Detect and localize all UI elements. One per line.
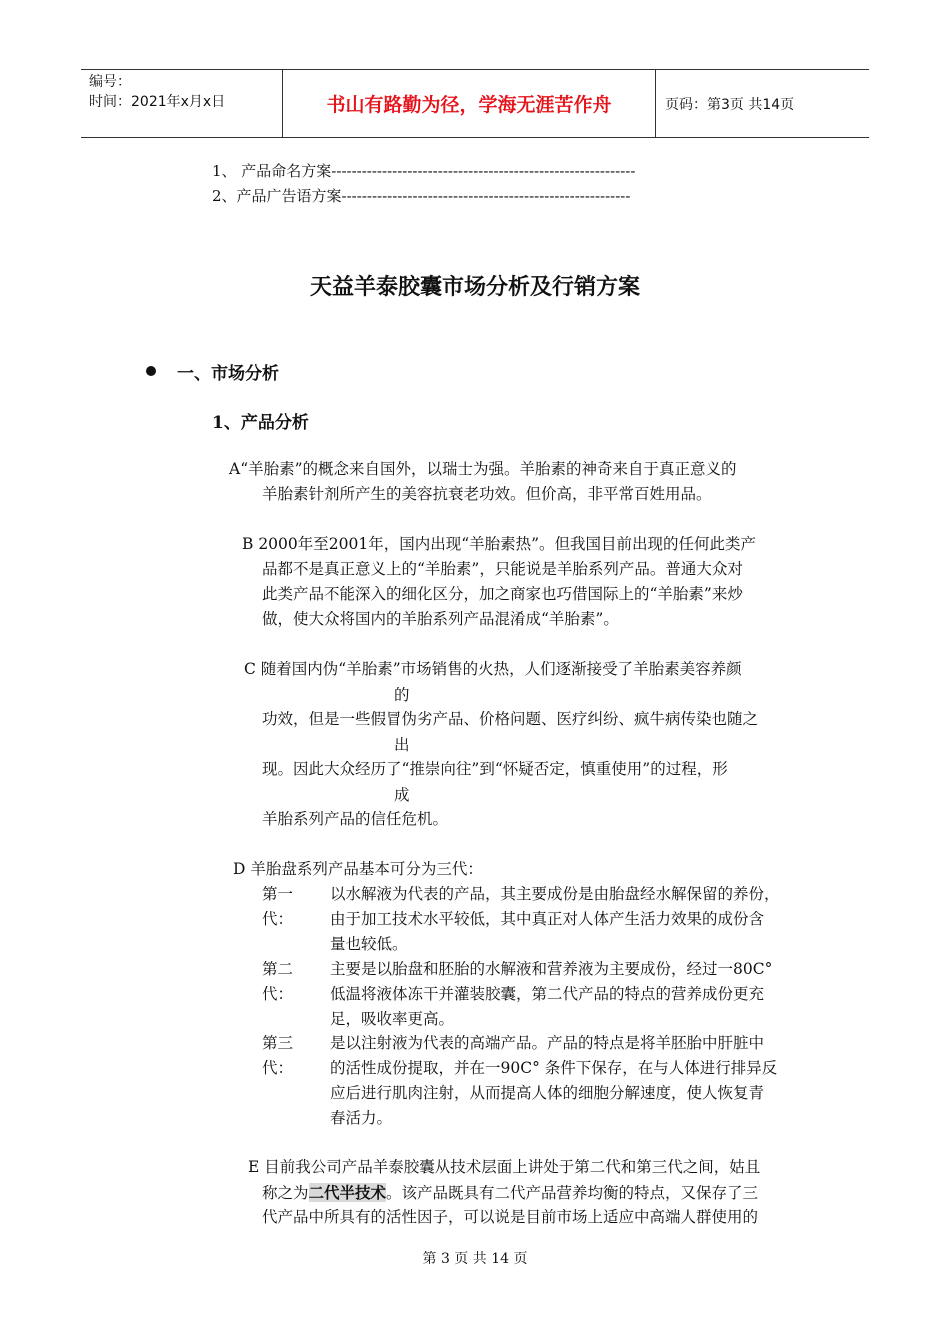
generation-2-line-1: 主要是以胎盘和胚胎的水解液和营养液为主要成份，经过一80C° [330,960,773,978]
para-c-line-4: 羊胎系列产品的信任危机。 [262,810,449,828]
time-label: 时间：2021年x月x日 [89,94,226,110]
para-c-orphan-3: 成 [394,786,410,804]
highlight-term: 二代半技术 [308,1183,387,1202]
generation-1-line-1: 以水解液为代表的产品，其主要成份是由胎盘经水解保留的养份， [330,885,780,903]
generation-3-line-2: 的活性成份提取，并在一90C° 条件下保存，在与人体进行排异反 [330,1059,778,1077]
header-left [89,72,225,112]
para-d-intro: D 羊胎盘系列产品基本可分为三代： [233,860,483,878]
generation-3-line-3: 应后进行肌肉注射，从而提高人体的细胞分解速度，使人恢复青 [330,1084,765,1102]
para-c-line-3: 现。因此大众经历了“推崇向往”到“怀疑否定，慎重使用”的过程，形 [262,760,728,778]
para-a-line-1: A“羊胎素”的概念来自国外，以瑞士为强。羊胎素的神奇来自于真正意义的 [229,460,737,478]
generation-2-line-3: 足，吸收率更高。 [330,1010,455,1028]
para-b-line-4: 做，使大众将国内的羊胎系列产品混淆成“羊胎素”。 [262,610,619,628]
document-title: 天益羊泰胶囊市场分析及行销方案 [309,274,640,300]
generation-2-label: 第二代： [262,960,294,1003]
toc-item-1: 1、 产品命名方案------------------------------------------------------------ [212,162,636,180]
generation-3-line-1: 是以注射液为代表的高端产品。产品的特点是将羊胚胎中肝脏中 [330,1034,765,1052]
toc-item-2: 2、产品广告语方案--------------------------------------------------------- [212,187,631,205]
para-b-line-3: 此类产品不能深入的细化区分，加之商家也巧借国际上的“羊胎素”来炒 [262,585,743,603]
subsection-heading-product-analysis: 1、产品分析 [212,413,309,433]
para-e-line-1: E 目前我公司产品羊泰胶囊从技术层面上讲处于第二代和第三代之间，姑且 [248,1158,761,1176]
para-b-line-2: 品都不是真正意义上的“羊胎素”，只能说是羊胎系列产品。普通大众对 [262,560,743,578]
generation-1-line-2: 由于加工技术水平较低，其中真正对人体产生活力效果的成份含 [330,910,765,928]
bullet-icon [146,366,156,376]
para-e-line-2-pre: 称之为 [262,1184,309,1202]
para-e-line-2 [262,1180,758,1206]
para-c-line-2: 功效，但是一些假冒伪劣产品、价格问题、医疗纠纷、疯牛病传染也随之 [262,710,759,728]
generation-3-line-4: 春活力。 [330,1109,393,1127]
page-footer: 第 3 页 共 14 页 [422,1251,528,1267]
para-c-orphan-1: 的 [394,686,410,704]
para-c-orphan-2: 出 [394,736,410,754]
para-e-line-2-post: 。该产品既具有二代产品营养均衡的特点，又保存了三 [386,1184,759,1202]
generation-1-line-3: 量也较低。 [330,935,408,953]
section-heading-market-analysis: 一、市场分析 [177,364,279,384]
generation-3-label: 第三代： [262,1034,294,1077]
para-c-line-1: C 随着国内伪“羊胎素”市场销售的火热，人们逐渐接受了羊胎素美容养颜 [244,660,742,678]
number-label: 编号： [89,74,131,90]
para-b-line-1: B 2000年至2001年，国内出现“羊胎素热”。但我国目前出现的任何此类产 [242,535,757,553]
page-header [81,69,869,138]
para-e-line-3: 代产品中所具有的活性因子，可以说是目前市场上适应中高端人群使用的 [262,1208,759,1226]
header-page-info: 页码：第3页 共14页 [665,97,795,113]
para-a-line-2: 羊胎素针剂所产生的美容抗衰老功效。但价高，非平常百姓用品。 [262,485,712,503]
generation-1-label: 第一代： [262,885,294,928]
generation-2-line-2: 低温将液体冻干并灌装胶囊，第二代产品的特点的营养成份更充 [330,985,765,1003]
header-motto: 书山有路勤为径，学海无涯苦作舟 [282,70,656,137]
